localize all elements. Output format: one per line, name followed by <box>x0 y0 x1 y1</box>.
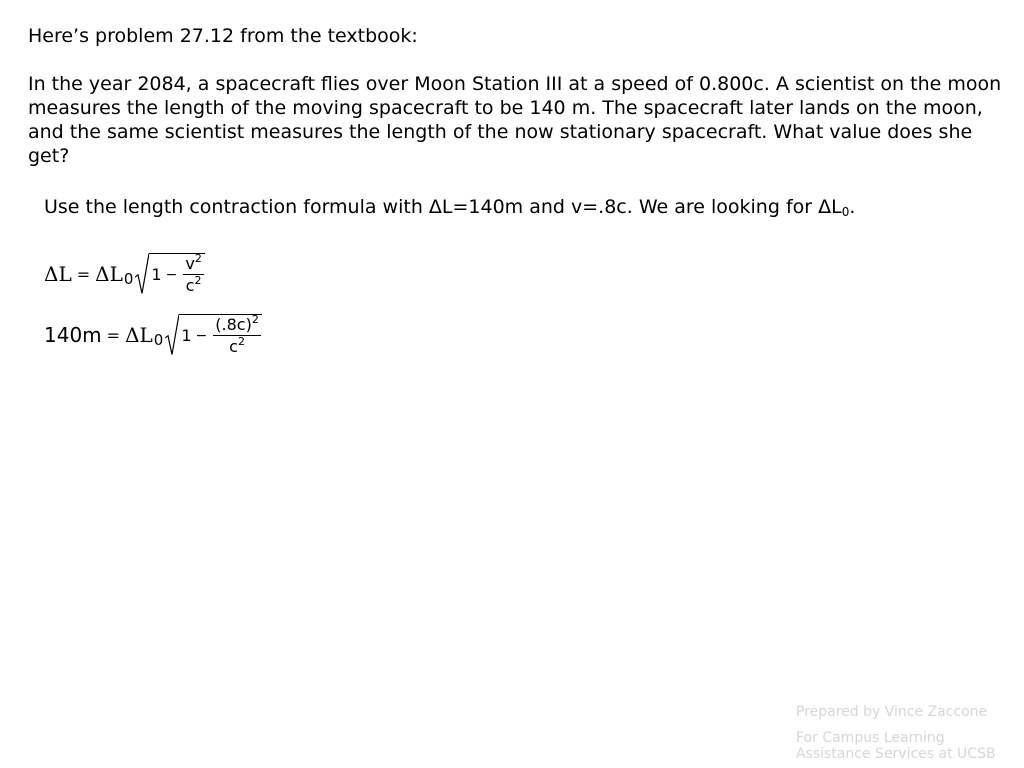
credit-author: Prepared by Vince Zaccone <box>796 704 988 720</box>
hint-end: . <box>849 196 856 218</box>
length-contraction-equation <box>44 248 205 300</box>
problem-statement: In the year 2084, a spacecraft flies over Moon Station III at a speed of 0.800c. A scientist on the moon measures the length of the moving spacecraft to be 140 m. The spacecraft later lands on the moon, and the same scientist measures the length of the now stationary spacecraft. What value does she get? <box>28 73 1002 167</box>
substituted-equation <box>44 307 262 363</box>
eq2-fraction <box>213 315 261 356</box>
hint-subscript: 0 <box>841 205 850 219</box>
eq1-denominator <box>186 275 202 295</box>
hint-main: Use the length contraction formula with ΔL=140m and v=.8c. We are looking for ΔL <box>44 196 842 218</box>
eq2-rhs-subscript: 0 <box>153 331 164 349</box>
eq1-numerator <box>183 254 203 275</box>
eq2-numerator <box>213 315 261 336</box>
eq1-fraction <box>183 254 203 295</box>
eq1-num-base: v <box>185 254 195 273</box>
eq1-den-exp: 2 <box>194 274 202 287</box>
eq2-minus: − <box>195 327 208 344</box>
eq2-lhs: 140m <box>44 323 102 347</box>
eq2-rhs-symbol: ΔL <box>125 323 153 347</box>
hint-text <box>44 195 1004 219</box>
eq2-num-base: (.8c) <box>215 315 252 334</box>
eq2-den-base: c <box>229 337 238 356</box>
eq1-minus: − <box>165 266 178 283</box>
credit-organization: For Campus Learning Assistance Services at UCSB <box>796 730 996 762</box>
intro-text: Here’s problem 27.12 from the textbook: <box>28 25 418 47</box>
radical-sign-icon <box>165 314 179 356</box>
eq1-den-base: c <box>185 276 195 295</box>
eq1-rhs-symbol: ΔL <box>95 262 123 286</box>
eq1-square-root <box>135 253 204 295</box>
eq1-rhs-subscript: 0 <box>123 270 134 288</box>
eq1-equals: = <box>76 264 91 284</box>
radical-sign-icon <box>135 253 149 295</box>
eq2-square-root <box>165 314 261 356</box>
eq1-one: 1 <box>151 265 162 284</box>
eq2-radicand <box>179 314 261 356</box>
eq2-den-exp: 2 <box>237 335 245 348</box>
eq1-lhs: ΔL <box>44 262 72 286</box>
eq2-num-exp: 2 <box>251 313 259 326</box>
eq1-radicand <box>149 253 204 295</box>
eq2-equals: = <box>106 325 121 345</box>
eq2-one: 1 <box>181 326 192 345</box>
eq1-num-exp: 2 <box>194 252 202 265</box>
eq2-denominator <box>229 336 245 356</box>
